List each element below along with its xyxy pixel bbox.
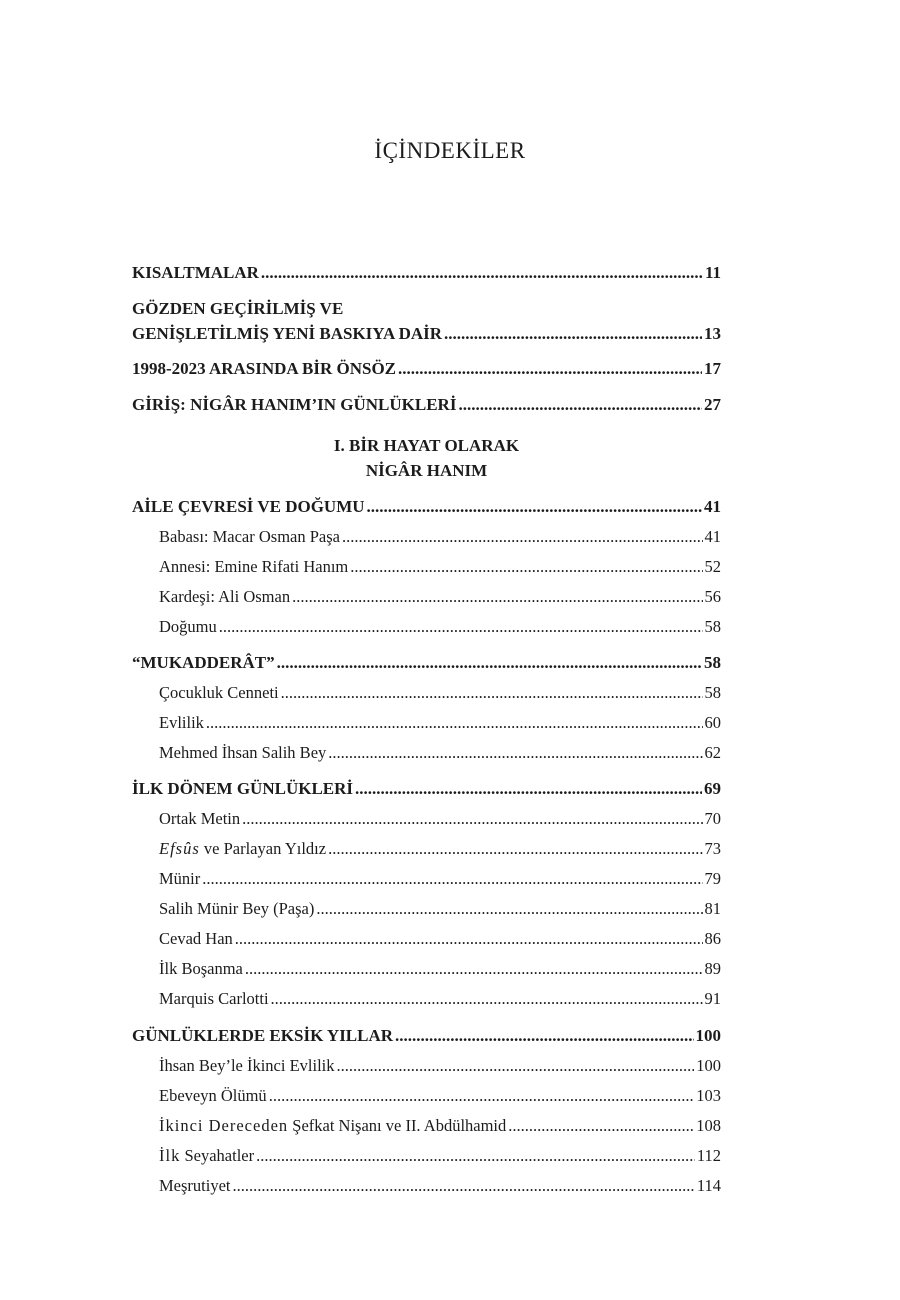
toc-entry-label-italic: Efsûs: [159, 839, 200, 858]
part-heading: [132, 433, 721, 483]
toc-page-number: 81: [704, 899, 721, 918]
toc-chapter-entry[interactable]: [132, 1021, 721, 1051]
toc-entry-label: Münir: [159, 869, 201, 888]
toc-page-number: 52: [704, 557, 721, 576]
leader-dots: [235, 924, 703, 954]
toc-front-matter-2: [132, 354, 721, 426]
toc-chapter-entry[interactable]: [132, 648, 721, 678]
leader-dots: [261, 258, 703, 288]
leader-dots: [367, 492, 702, 522]
leader-dots: [508, 1111, 694, 1141]
leader-dots: [271, 984, 703, 1014]
toc-entry-line2: [132, 321, 721, 347]
toc-chapter-early-diaries: [132, 774, 721, 1014]
toc-subentry[interactable]: [132, 678, 721, 708]
toc-entry-label: GENİŞLETİLMİŞ YENİ BASKIYA DAİR: [132, 324, 443, 343]
toc-subentry[interactable]: [132, 804, 721, 834]
toc-subentry[interactable]: [132, 1081, 721, 1111]
toc-page-number: 60: [704, 713, 721, 732]
leader-dots: [328, 738, 702, 768]
toc-entry-label: Babası: Macar Osman Paşa: [159, 527, 340, 546]
toc-entry-label: Cevad Han: [159, 929, 233, 948]
toc-page-number: 86: [704, 929, 721, 948]
toc-entry-label: [159, 834, 326, 864]
toc-chapter-family: [132, 492, 721, 642]
toc-page-number: 56: [704, 587, 721, 606]
toc-page-number: 112: [696, 1146, 721, 1165]
toc-entry-label: [159, 1111, 506, 1141]
toc-entry-label: İLK DÖNEM GÜNLÜKLERİ: [132, 779, 354, 798]
toc-page-number: 100: [695, 1026, 721, 1045]
toc-subentry[interactable]: [132, 984, 721, 1014]
toc-entry-label: Doğumu: [159, 617, 217, 636]
toc-subentry[interactable]: [132, 552, 721, 582]
toc-chapter-entry[interactable]: [132, 492, 721, 522]
leader-dots: [316, 894, 702, 924]
toc-page-number: 58: [704, 617, 721, 636]
toc-subentry[interactable]: [132, 708, 721, 738]
leader-dots: [202, 864, 702, 894]
leader-dots: [219, 612, 703, 642]
leader-dots: [281, 678, 703, 708]
toc-page-number: 69: [704, 779, 721, 798]
leader-dots: [328, 834, 702, 864]
toc-chapter-missing-years: [132, 1021, 721, 1201]
toc-entry-label: Annesi: Emine Rifati Hanım: [159, 557, 349, 576]
leader-dots: [256, 1141, 695, 1171]
page-title: İÇİNDEKİLER: [374, 138, 526, 163]
toc-page-number: 73: [704, 839, 721, 858]
toc-entry-label: [159, 1141, 254, 1171]
leader-dots: [206, 708, 703, 738]
toc-entry-label-rest: Seyahatler: [180, 1146, 255, 1165]
toc-subentry[interactable]: [132, 894, 721, 924]
toc-subentry[interactable]: [132, 954, 721, 984]
leader-dots: [458, 390, 702, 420]
toc-entry-preface[interactable]: [132, 354, 721, 390]
toc-entry-label-spaced: İkinci Dereceden: [159, 1116, 289, 1135]
leader-dots: [342, 522, 703, 552]
toc-entry-new-edition[interactable]: [132, 297, 721, 347]
toc-entry-label-spaced: İlk: [159, 1146, 181, 1165]
toc-subentry[interactable]: [132, 834, 721, 864]
toc-page-number: 41: [704, 497, 721, 516]
toc-entry-label: AİLE ÇEVRESİ VE DOĞUMU: [132, 497, 365, 516]
toc-page-number: 103: [696, 1086, 721, 1105]
toc-entry-label: Evlilik: [159, 713, 204, 732]
leader-dots: [355, 774, 702, 804]
leader-dots: [395, 1021, 693, 1051]
leader-dots: [292, 582, 702, 612]
toc-page-number: 114: [696, 1176, 721, 1195]
toc-page-number: 17: [704, 359, 721, 378]
toc-entry-label-line1: GÖZDEN GEÇİRİLMİŞ VE: [132, 299, 344, 318]
toc-page-number: 79: [704, 869, 721, 888]
toc-page-number: 13: [704, 324, 721, 343]
toc-page-number: 58: [704, 653, 721, 672]
toc-subentry[interactable]: [132, 1171, 721, 1201]
toc-entry-label: İhsan Bey’le İkinci Evlilik: [159, 1056, 335, 1075]
toc-entry-label: Ortak Metin: [159, 809, 241, 828]
toc-subentry[interactable]: [132, 924, 721, 954]
toc-subentry[interactable]: [132, 612, 721, 642]
leader-dots: [398, 354, 702, 384]
toc-page-number: 58: [704, 683, 721, 702]
toc-entry-label: KISALTMALAR: [132, 263, 259, 282]
toc-entry-introduction[interactable]: [132, 390, 721, 426]
toc-page-number: 70: [704, 809, 721, 828]
toc-entry-label: Kardeşi: Ali Osman: [159, 587, 291, 606]
toc-entry-label: Salih Münir Bey (Paşa): [159, 899, 315, 918]
toc-entry-label: 1998-2023 ARASINDA BİR ÖNSÖZ: [132, 359, 397, 378]
toc-entry-label: Çocukluk Cenneti: [159, 683, 279, 702]
toc-entry-label: Meşrutiyet: [159, 1176, 231, 1195]
leader-dots: [337, 1051, 695, 1081]
toc-subentry[interactable]: [132, 864, 721, 894]
toc-entry-label: Marquis Carlotti: [159, 989, 269, 1008]
leader-dots: [233, 1171, 695, 1201]
part-heading-line2: NİGÂR HANIM: [365, 461, 488, 480]
toc-subentry[interactable]: [132, 738, 721, 768]
toc-entry-label: “MUKADDERÂT”: [132, 653, 275, 672]
toc-entry-label: Mehmed İhsan Salih Bey: [159, 743, 327, 762]
toc-subentry[interactable]: [132, 1051, 721, 1081]
toc-entry-label-rest: Şefkat Nişanı ve II. Abdülhamid: [288, 1116, 507, 1135]
toc-chapter-mukadderat: [132, 648, 721, 768]
toc-subentry[interactable]: [132, 1141, 721, 1171]
leader-dots: [350, 552, 702, 582]
toc-page-number: 100: [696, 1056, 721, 1075]
toc-entry-label: GÜNLÜKLERDE EKSİK YILLAR: [132, 1026, 394, 1045]
toc-entry-label: GİRİŞ: NİGÂR HANIM’IN GÜNLÜKLERİ: [132, 395, 457, 414]
toc-page-number: 91: [704, 989, 721, 1008]
toc-page-number: 11: [704, 263, 721, 282]
toc-chapter-entry[interactable]: [132, 774, 721, 804]
toc-page-number: 62: [704, 743, 721, 762]
leader-dots: [444, 321, 702, 347]
toc-page-number: 41: [704, 527, 721, 546]
toc-page-number: 89: [704, 959, 721, 978]
toc-page-number: 27: [704, 395, 721, 414]
toc-front-matter: [132, 258, 721, 288]
toc-subentry[interactable]: [132, 1111, 721, 1141]
leader-dots: [277, 648, 702, 678]
toc-page-number: 108: [696, 1116, 721, 1135]
toc-entry-abbreviations[interactable]: [132, 258, 721, 288]
leader-dots: [242, 804, 702, 834]
toc-entry-label: Ebeveyn Ölümü: [159, 1086, 267, 1105]
part-heading-line1: I. BİR HAYAT OLARAK: [333, 436, 520, 455]
toc-entry-label: İlk Boşanma: [159, 959, 243, 978]
leader-dots: [245, 954, 703, 984]
toc-entry-label-rest: ve Parlayan Yıldız: [199, 839, 327, 858]
toc-subentry[interactable]: [132, 522, 721, 552]
leader-dots: [269, 1081, 695, 1111]
toc-subentry[interactable]: [132, 582, 721, 612]
